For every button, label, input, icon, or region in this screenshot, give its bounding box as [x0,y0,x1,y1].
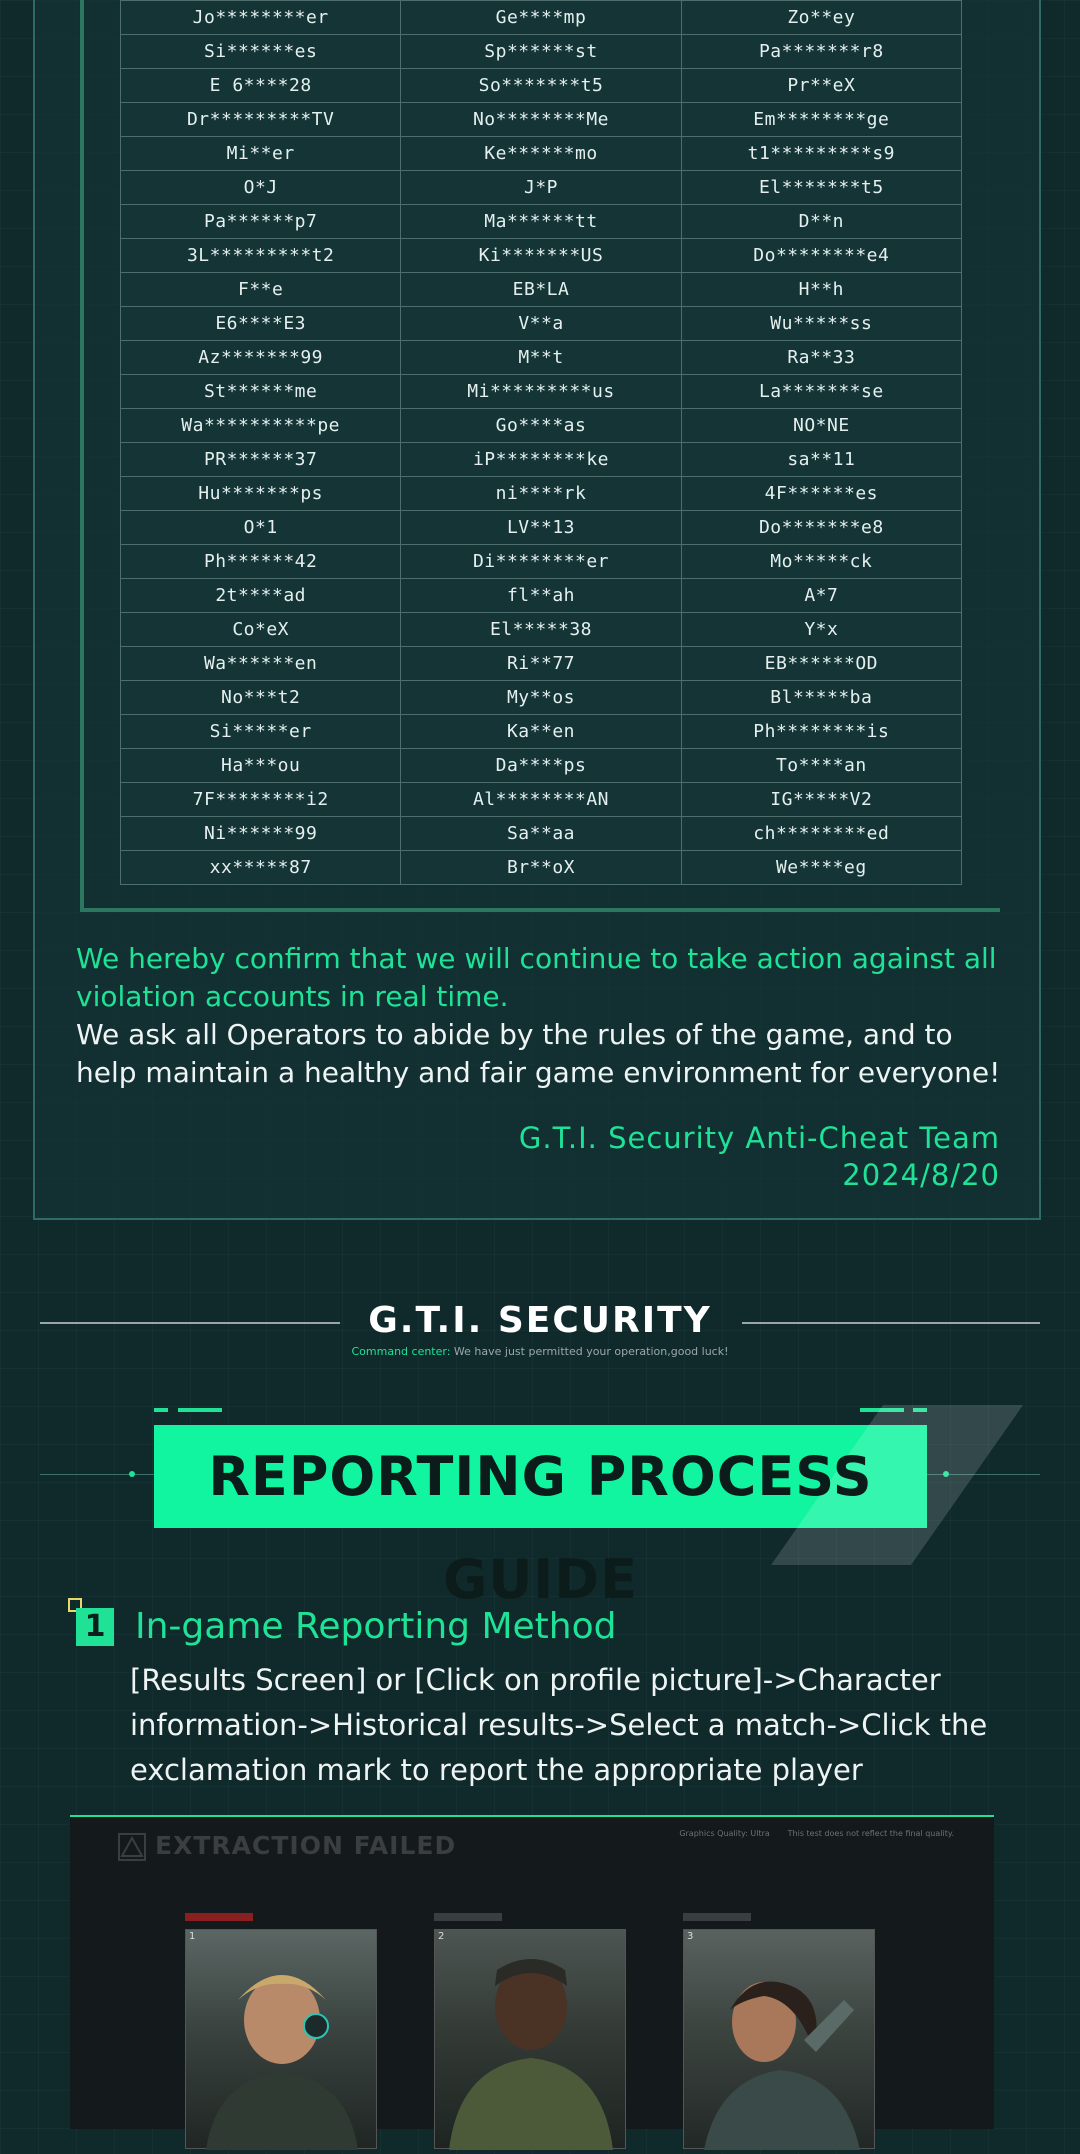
banned-account-cell: Sp******st [401,35,681,69]
banned-account-cell: Br**oX [401,851,681,885]
guide-banner [154,1425,927,1611]
banned-account-cell: O*J [121,171,401,205]
banned-account-cell: Da****ps [401,749,681,783]
warning-icon [118,1833,146,1861]
banned-account-cell: 3L*********t2 [121,239,401,273]
gti-tagline [0,1345,1080,1358]
banned-account-cell: NO*NE [681,409,961,443]
banned-account-cell: fl**ah [401,579,681,613]
banned-account-cell: No***t2 [121,681,401,715]
notice-text [76,940,1016,1092]
banned-account-cell: t1*********s9 [681,137,961,171]
signature [519,1120,1000,1194]
banned-account-cell: Go****as [401,409,681,443]
banned-account-cell: El*******t5 [681,171,961,205]
banned-account-cell: Al********AN [401,783,681,817]
table-row [121,35,962,69]
results-screenshot [70,1815,994,2129]
player-card[interactable] [185,1929,377,2149]
banned-account-cell: Ph********is [681,715,961,749]
signature-date: 2024/8/20 [842,1158,1000,1192]
table-row [121,477,962,511]
banned-account-cell: St******me [121,375,401,409]
banned-account-cell: Si*****er [121,715,401,749]
extraction-failed-title: EXTRACTION FAILED [155,1831,457,1860]
table-row [121,681,962,715]
graphics-quality: Graphics Quality: Ultra [679,1829,770,1838]
banned-account-cell: Wu*****ss [681,307,961,341]
tagline-text: We have just permitted your operation,good luck! [450,1345,729,1358]
banned-account-cell: D**n [681,205,961,239]
banned-account-cell: Di********er [401,545,681,579]
banner-left-dot [129,1471,135,1477]
banned-account-cell: Ri**77 [401,647,681,681]
banned-account-cell: V**a [401,307,681,341]
table-row [121,273,962,307]
table-row [121,205,962,239]
banned-account-cell: Mi*********us [401,375,681,409]
banned-account-cell: O*1 [121,511,401,545]
table-row [121,817,962,851]
banned-account-cell: La*******se [681,375,961,409]
banned-account-cell: We****eg [681,851,961,885]
banned-account-cell: Ka**en [401,715,681,749]
banned-account-cell: Ma******tt [401,205,681,239]
banned-account-cell: Do*******e8 [681,511,961,545]
banned-account-cell: Pa******p7 [121,205,401,239]
banned-account-cell: Dr*********TV [121,103,401,137]
card-tab [185,1913,253,1921]
table-row [121,1,962,35]
banned-account-cell: sa**11 [681,443,961,477]
table-row [121,545,962,579]
card-number: 1 [189,1931,196,1942]
card-number: 3 [687,1931,694,1942]
operator-portrait-icon [435,1930,627,2150]
banned-account-cell: 2t****ad [121,579,401,613]
banned-account-cell: iP********ke [401,443,681,477]
banned-account-cell: J*P [401,171,681,205]
method-description: [Results Screen] or [Click on profile picture]->Character information->Historical results->Select a match->Click the exclamation mark to report the appropriate player [130,1663,988,1787]
card-tab [434,1913,502,1921]
tagline-label: Command center: [351,1345,451,1358]
table-row [121,375,962,409]
banned-account-cell: ch********ed [681,817,961,851]
banned-account-cell: Wa**********pe [121,409,401,443]
banned-account-cell: LV**13 [401,511,681,545]
table-row [121,715,962,749]
card-tab [683,1913,751,1921]
banned-account-cell: Ke******mo [401,137,681,171]
method-number-badge: 1 [76,1608,114,1646]
table-row [121,443,962,477]
table-row [121,511,962,545]
table-row [121,69,962,103]
table-row [121,647,962,681]
guide-title: REPORTING PROCESS GUIDE [208,1445,873,1611]
table-row [121,409,962,443]
banned-account-cell: Em********ge [681,103,961,137]
notice-request: We ask all Operators to abide by the rules of the game, and to help maintain a healthy and fair game environment for everyone! [76,1018,1001,1089]
card-number: 2 [438,1931,445,1942]
banned-account-cell: 7F********i2 [121,783,401,817]
banned-account-cell: E 6****28 [121,69,401,103]
banned-account-cell: Ha***ou [121,749,401,783]
player-card[interactable] [683,1929,875,2149]
table-row [121,103,962,137]
table-row [121,171,962,205]
banned-account-cell: 4F******es [681,477,961,511]
banned-account-cell: Ge****mp [401,1,681,35]
banner-bracket [178,1408,222,1412]
banned-account-cell: Zo**ey [681,1,961,35]
signature-team: G.T.I. Security Anti-Cheat Team [518,1121,1000,1155]
gti-security-header [0,1300,1080,1360]
banned-account-cell: Si******es [121,35,401,69]
banned-account-cell: Mo*****ck [681,545,961,579]
ban-list-table-wrap [120,0,962,885]
screenshot-info [679,1829,954,1838]
banned-account-cell: Ki*******US [401,239,681,273]
banned-account-cell: M**t [401,341,681,375]
banned-account-cell: Do********e4 [681,239,961,273]
banned-account-cell: EB*LA [401,273,681,307]
notice-confirm: We hereby confirm that we will continue to take action against all violation accounts in real time. [76,942,997,1013]
banned-account-cell: El*****38 [401,613,681,647]
ban-list-table [120,0,962,885]
banned-account-cell: H**h [681,273,961,307]
banned-account-cell: Pr**eX [681,69,961,103]
banned-account-cell: Ni******99 [121,817,401,851]
banned-account-cell: My**os [401,681,681,715]
banned-account-cell: EB******OD [681,647,961,681]
banner-bracket [154,1408,168,1412]
banned-account-cell: Ph******42 [121,545,401,579]
operator-portrait-icon [186,1930,378,2150]
banned-account-cell: So*******t5 [401,69,681,103]
banned-account-cell: Pa*******r8 [681,35,961,69]
table-row [121,851,962,885]
banned-account-cell: Co*eX [121,613,401,647]
method-title: In-game Reporting Method [135,1606,617,1647]
banned-account-cell: A*7 [681,579,961,613]
banned-account-cell: Mi**er [121,137,401,171]
table-row [121,307,962,341]
player-card[interactable] [434,1929,626,2149]
banned-account-cell: To****an [681,749,961,783]
table-row [121,341,962,375]
banned-account-cell: No********Me [401,103,681,137]
banned-account-cell: Wa******en [121,647,401,681]
table-row [121,783,962,817]
banned-account-cell: Az*******99 [121,341,401,375]
banned-account-cell: E6****E3 [121,307,401,341]
banned-account-cell: Y*x [681,613,961,647]
table-row [121,579,962,613]
banner-left-line [40,1474,155,1475]
table-row [121,137,962,171]
banned-account-cell: xx*****87 [121,851,401,885]
table-row [121,613,962,647]
banned-account-cell: Sa**aa [401,817,681,851]
banned-account-cell: ni****rk [401,477,681,511]
disclaimer: This test does not reflect the final quality. [787,1829,954,1838]
banned-account-cell: PR******37 [121,443,401,477]
gti-logo: G.T.I. SECURITY [368,1300,712,1341]
banned-account-cell: Jo********er [121,1,401,35]
banned-account-cell: Hu*******ps [121,477,401,511]
banned-account-cell: IG*****V2 [681,783,961,817]
banned-account-cell: F**e [121,273,401,307]
table-row [121,749,962,783]
table-row [121,239,962,273]
operator-portrait-icon [684,1930,876,2150]
banned-account-cell: Bl*****ba [681,681,961,715]
banned-account-cell: Ra**33 [681,341,961,375]
